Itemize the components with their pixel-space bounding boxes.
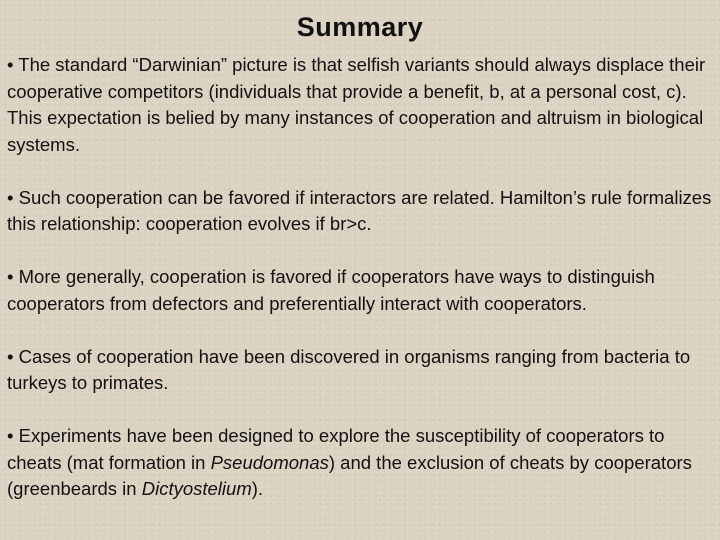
bullet-text: • Such cooperation can be favored if interactors are related. Hamilton’s rule formalizes this relationship: cooperation evolves if br>c. [7, 186, 712, 234]
bullet-text: ). [251, 478, 264, 499]
bullet-item [7, 423, 719, 503]
bullet-item [7, 185, 719, 238]
bullet-text: ) and the exclusion of cheats by cooperators (greenbeards in [7, 451, 692, 499]
bullet-item [7, 52, 719, 158]
slide-title: Summary [296, 12, 424, 42]
bullet-text: • Cases of cooperation have been discovered in organisms ranging from bacteria to turkeys to primates. [7, 345, 691, 393]
bullet-text: • The standard “Darwinian” picture is that selfish variants should always displace their cooperative competitors (individuals that provide a benefit, b, at a personal cost, c). This expectation is belied by many instances of cooperation and altruism in biological systems. [7, 54, 706, 155]
species-name: Pseudomonas [210, 451, 329, 473]
bullet-list [7, 52, 719, 503]
bullet-text: • Experiments have been designed to explore the susceptibility of cooperators to cheats (mat formation in [7, 425, 665, 473]
bullet-text: • More generally, cooperation is favored if cooperators have ways to distinguish cooperators from defectors and preferentially interact with cooperators. [7, 266, 655, 314]
species-name: Dictyostelium [141, 478, 252, 499]
bullet-item [7, 264, 719, 317]
bullet-item [7, 344, 719, 397]
